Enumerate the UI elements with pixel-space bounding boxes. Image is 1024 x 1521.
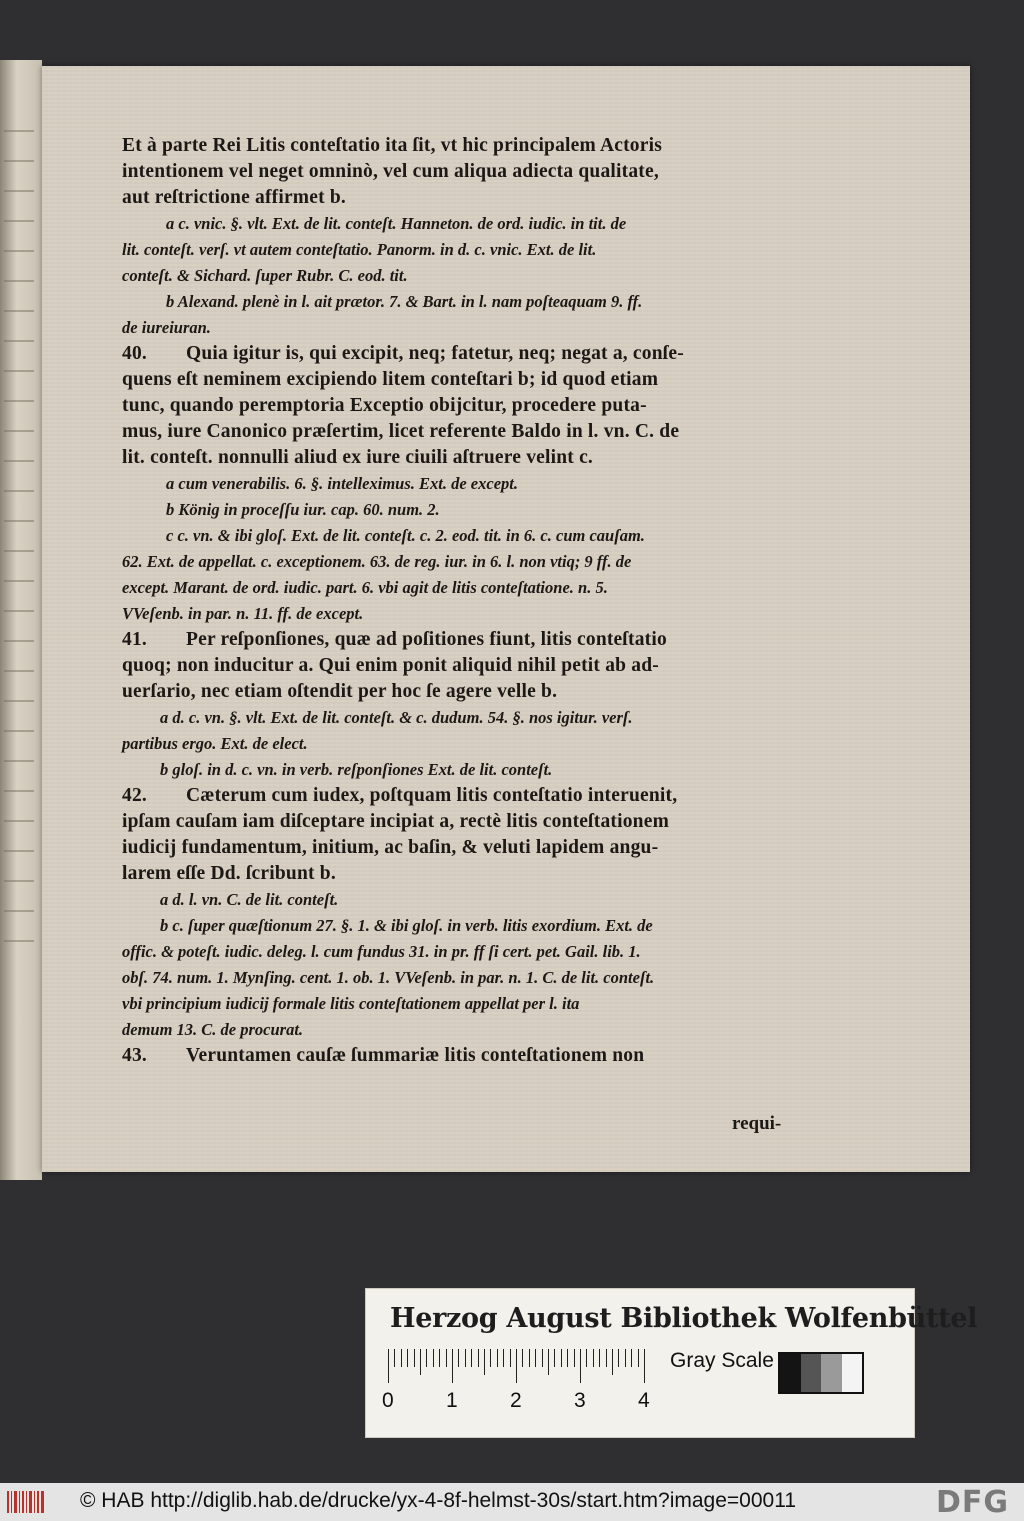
footnote-line (122, 237, 802, 263)
ruler-number: 2 (510, 1389, 522, 1412)
line-text: b Alexand. plenè in l. ait prætor. 7. & Bart. in l. nam poſteaquam 9. ff. (166, 292, 643, 311)
ruler-tick (574, 1349, 575, 1367)
ruler-tick (618, 1349, 619, 1367)
footnote-line (122, 913, 802, 939)
footnote-line (122, 757, 802, 783)
ruler-number: 3 (574, 1389, 586, 1412)
ruler-tick (631, 1349, 632, 1367)
ruler-tick (439, 1349, 440, 1367)
ruler-tick (638, 1349, 639, 1367)
footnote-line (122, 289, 802, 315)
footnote-line (122, 549, 802, 575)
ruler-tick (478, 1349, 479, 1367)
line-text: 62. Ext. de appellat. c. exceptionem. 63. de reg. iur. in 6. l. non vtiq; 9 ff. de (122, 552, 632, 571)
line-text: except. Marant. de ord. iudic. part. 6. vbi agit de litis conteſtatione. n. 5. (122, 578, 608, 597)
ruler-tick (484, 1349, 485, 1375)
line-text: a d. c. vn. §. vlt. Ext. de lit. conteſt. & c. dudum. 54. §. nos igitur. verſ. (160, 708, 633, 727)
ruler-number: 1 (446, 1389, 458, 1412)
ruler-tick (516, 1349, 517, 1383)
adjacent-text-trace (4, 130, 34, 132)
text-line (122, 653, 802, 679)
adjacent-text-trace (4, 790, 34, 792)
text-line (122, 679, 802, 705)
line-text: a cum venerabilis. 6. §. intelleximus. Ext. de except. (166, 474, 518, 493)
adjacent-text-trace (4, 310, 34, 312)
ruler-tick (644, 1349, 645, 1383)
line-text: c c. vn. & ibi gloſ. Ext. de lit. conteſt. c. 2. eod. tit. in 6. c. cum cauſam. (166, 526, 645, 545)
footnote-line (122, 705, 802, 731)
footnote-line (122, 315, 802, 341)
ruler-tick (388, 1349, 389, 1383)
line-text: iudicij fundamentum, initium, ac baſin, & veluti lapidem angu- (122, 837, 659, 858)
adjacent-text-trace (4, 160, 34, 162)
ruler-tick (612, 1349, 613, 1375)
paragraph-number: 43. (122, 1045, 147, 1066)
adjacent-text-trace (4, 280, 34, 282)
color-calibration-card (365, 1288, 978, 1438)
line-text: uerſario, nec etiam oſtendit per hoc ſe agere velle b. (122, 681, 558, 702)
line-text: offic. & poteſt. iudic. deleg. l. cum fundus 31. in pr. ff ſi cert. pet. Gail. lib. 1. (122, 942, 641, 961)
footnote-line (122, 731, 802, 757)
text-line (122, 1043, 802, 1069)
footnote-line (122, 211, 802, 237)
ruler-tick (433, 1349, 434, 1367)
paragraph-number: 42. (122, 785, 147, 806)
adjacent-text-trace (4, 730, 34, 732)
line-text: larem eſſe Dd. ſcribunt b. (122, 863, 336, 884)
ruler-tick (561, 1349, 562, 1367)
adjacent-text-trace (4, 220, 34, 222)
text-line (122, 835, 802, 861)
line-text: obſ. 74. num. 1. Mynſing. cent. 1. ob. 1. VVeſenb. in par. n. 1. C. de lit. conteſt. (122, 968, 655, 987)
adjacent-text-trace (4, 250, 34, 252)
ruler-tick (542, 1349, 543, 1367)
footnote-line (122, 601, 802, 627)
barcode-icon (6, 1489, 46, 1515)
text-line (122, 445, 802, 471)
ruler-tick (407, 1349, 408, 1367)
ruler-tick (420, 1349, 421, 1375)
text-line (122, 419, 802, 445)
ruler-tick (606, 1349, 607, 1367)
adjacent-text-trace (4, 700, 34, 702)
line-text: demum 13. C. de procurat. (122, 1020, 304, 1039)
ruler-tick (497, 1349, 498, 1367)
ruler-tick (529, 1349, 530, 1367)
ruler-tick (510, 1349, 511, 1367)
ruler-tick (446, 1349, 447, 1367)
adjacent-text-trace (4, 820, 34, 822)
adjacent-text-trace (4, 550, 34, 552)
adjacent-text-trace (4, 460, 34, 462)
ruler-number: 4 (638, 1389, 650, 1412)
ruler-tick (465, 1349, 466, 1367)
footnote-line (122, 965, 802, 991)
line-text: mus, iure Canonico præſertim, licet referente Baldo in l. vn. C. de (122, 421, 680, 442)
line-text: lit. conteſt. verſ. vt autem conteſtatio. Panorm. in d. c. vnic. Ext. de lit. (122, 240, 597, 259)
page-text (122, 133, 802, 1069)
text-line (122, 133, 802, 159)
adjacent-text-trace (4, 760, 34, 762)
line-text: Quia igitur is, qui excipit, neq; fatetur, neq; negat a, conſe- (186, 343, 684, 364)
ruler-tick (458, 1349, 459, 1367)
line-text: aut reſtrictione affirmet b. (122, 187, 346, 208)
adjacent-text-trace (4, 340, 34, 342)
footer-bar (0, 1483, 1024, 1521)
text-line (122, 783, 802, 809)
adjacent-text-trace (4, 610, 34, 612)
footnote-line (122, 991, 802, 1017)
gray-patch (780, 1354, 801, 1392)
line-text: Veruntamen cauſæ ſummariæ litis conteſtationem non (186, 1045, 645, 1066)
line-text: vbi principium iudicij formale litis conteſtationem appellat per l. ita (122, 994, 580, 1013)
gray-patch (801, 1354, 822, 1392)
text-line (122, 627, 802, 653)
line-text: VVeſenb. in par. n. 11. ff. de except. (122, 604, 364, 623)
line-text: Et à parte Rei Litis conteſtatio ita ſit, vt hic principalem Actoris (122, 135, 663, 156)
line-text: a d. l. vn. C. de lit. conteſt. (160, 890, 339, 909)
ruler-tick (586, 1349, 587, 1367)
text-line (122, 341, 802, 367)
gray-scale-patches (778, 1352, 864, 1394)
footnote-line (122, 939, 802, 965)
footnote-line (122, 523, 802, 549)
ruler-tick (414, 1349, 415, 1367)
dfg-logo: DFG (936, 1485, 1010, 1520)
line-text: intentionem vel neget omninò, vel cum aliqua adiecta qualitate, (122, 161, 659, 182)
ruler-tick (490, 1349, 491, 1367)
paragraph-number: 41. (122, 629, 147, 650)
ruler-tick (580, 1349, 581, 1383)
paragraph-number: 40. (122, 343, 147, 364)
adjacent-text-trace (4, 640, 34, 642)
text-line (122, 809, 802, 835)
library-name: Herzog August Bibliothek Wolfenbüttel (390, 1303, 978, 1334)
line-text: Cæterum cum iudex, poſtquam litis conteſtatio interuenit, (186, 785, 678, 806)
line-text: b c. ſuper quæſtionum 27. §. 1. & ibi gloſ. in verb. litis exordium. Ext. de (160, 916, 653, 935)
text-line (122, 159, 802, 185)
adjacent-text-trace (4, 430, 34, 432)
footnote-line (122, 887, 802, 913)
ruler-tick (554, 1349, 555, 1367)
footnote-line (122, 1017, 802, 1043)
line-text: Per reſponſiones, quæ ad poſitiones fiunt, litis conteſtatio (186, 629, 667, 650)
gray-patch (821, 1354, 842, 1392)
ruler-tick (503, 1349, 504, 1367)
gray-patch (842, 1354, 863, 1392)
ruler-tick (535, 1349, 536, 1367)
ruler-tick (548, 1349, 549, 1375)
ruler-tick (625, 1349, 626, 1367)
adjacent-text-trace (4, 580, 34, 582)
line-text: lit. conteſt. nonnulli aliud ex iure ciuili aſtruere velint c. (122, 447, 594, 468)
line-text: b gloſ. in d. c. vn. in verb. reſponſiones Ext. de lit. conteſt. (160, 760, 553, 779)
adjacent-text-trace (4, 910, 34, 912)
ruler-tick (401, 1349, 402, 1367)
line-text: tunc, quando peremptoria Exceptio obijcitur, procedere puta- (122, 395, 647, 416)
gray-scale-label: Gray Scale (670, 1349, 774, 1372)
ruler-tick (567, 1349, 568, 1367)
adjacent-text-trace (4, 190, 34, 192)
line-text: a c. vnic. §. vlt. Ext. de lit. conteſt. Hanneton. de ord. iudic. in tit. de (166, 214, 627, 233)
footnote-line (122, 263, 802, 289)
line-text: quens eſt neminem excipiendo litem conteſtari b; id quod etiam (122, 369, 659, 390)
line-text: partibus ergo. Ext. de elect. (122, 734, 308, 753)
text-line (122, 185, 802, 211)
copyright-url[interactable]: © HAB http://diglib.hab.de/drucke/yx-4-8f-helmst-30s/start.htm?image=00011 (80, 1489, 797, 1512)
ruler-tick (522, 1349, 523, 1367)
line-text: conteſt. & Sichard. ſuper Rubr. C. eod. tit. (122, 266, 408, 285)
ruler-tick (471, 1349, 472, 1367)
ruler-tick (426, 1349, 427, 1367)
footnote-line (122, 575, 802, 601)
footnote-line (122, 497, 802, 523)
text-line (122, 861, 802, 887)
ruler-tick (593, 1349, 594, 1367)
adjacent-text-trace (4, 670, 34, 672)
line-text: de iureiuran. (122, 318, 211, 337)
ruler-number: 0 (382, 1389, 394, 1412)
text-line (122, 367, 802, 393)
catchword: requi- (732, 1113, 782, 1134)
line-text: ipſam cauſam iam diſceptare incipiat a, rectè litis conteſtationem (122, 811, 670, 832)
line-text: b König in proceſſu iur. cap. 60. num. 2. (166, 500, 440, 519)
adjacent-page-edge (0, 60, 42, 1180)
adjacent-text-trace (4, 850, 34, 852)
adjacent-text-trace (4, 940, 34, 942)
adjacent-text-trace (4, 520, 34, 522)
adjacent-text-trace (4, 880, 34, 882)
ruler-tick (452, 1349, 453, 1383)
ruler-tick (599, 1349, 600, 1367)
line-text: quoq; non inducitur a. Qui enim ponit aliquid nihil petit ab ad- (122, 655, 659, 676)
adjacent-text-trace (4, 400, 34, 402)
text-line (122, 393, 802, 419)
scale-ruler (388, 1349, 658, 1383)
ruler-tick (394, 1349, 395, 1367)
footnote-line (122, 471, 802, 497)
adjacent-text-trace (4, 370, 34, 372)
adjacent-text-trace (4, 490, 34, 492)
